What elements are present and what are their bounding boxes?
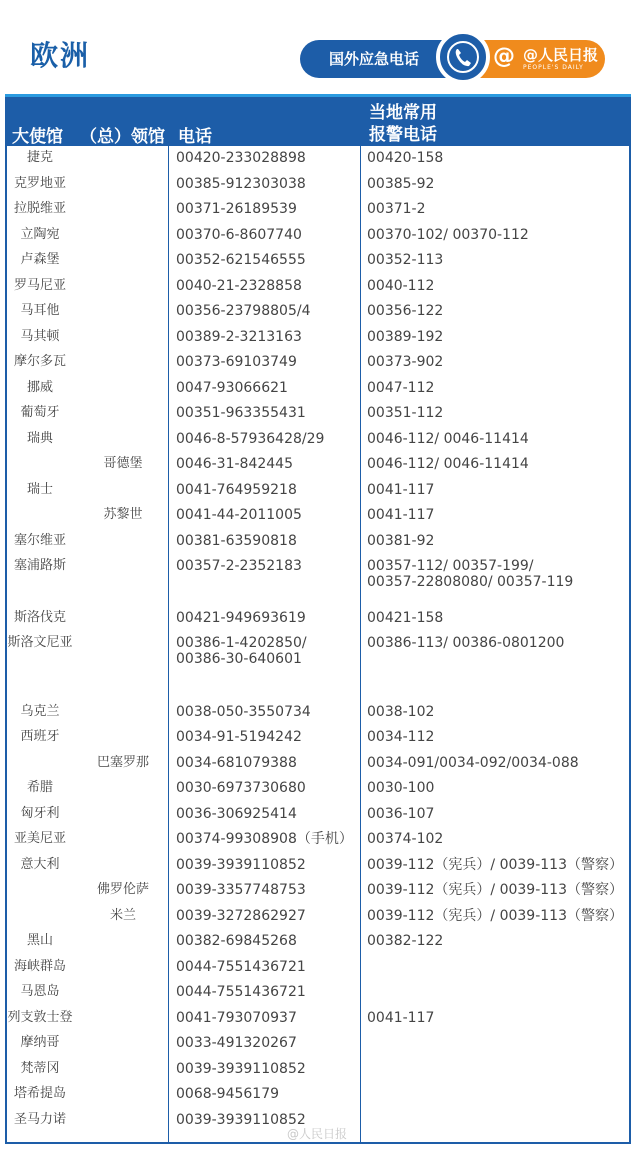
phone-cell: 00385-912303038 — [176, 176, 306, 192]
table-frame — [5, 94, 631, 1144]
header-phone: 电话 — [178, 127, 212, 147]
logo-subtext: PEOPLE'S DAILY — [523, 64, 584, 71]
header-embassy: 大使馆 — [12, 127, 63, 147]
phone-cell: 0039-3939110852 — [176, 1061, 306, 1077]
phone-cell: 0039-3939110852 — [176, 1112, 306, 1128]
phone-cell: 00421-949693619 — [176, 610, 306, 626]
phone-cell: 0039-3357748753 — [176, 882, 306, 898]
embassy-cell: 马其顿 — [20, 329, 60, 344]
phone-cell: 00352-621546555 — [176, 252, 306, 268]
phone-cell: 0033-491320267 — [176, 1035, 297, 1051]
column-divider — [168, 146, 169, 1144]
embassy-cell: 卢森堡 — [20, 252, 60, 267]
police-number-cell: 0041-117 — [367, 482, 435, 498]
phone-cell: 0046-31-842445 — [176, 456, 293, 472]
police-number-cell: 0030-100 — [367, 780, 435, 796]
phone-cell: 0039-3939110852 — [176, 857, 306, 873]
consulate-cell: 哥德堡 — [103, 456, 143, 471]
phone-cell: 0030-6973730680 — [176, 780, 306, 796]
header-police-line2: 报警电话 — [369, 125, 437, 145]
embassy-cell: 瑞典 — [26, 431, 53, 446]
police-number-cell: 00371-2 — [367, 201, 426, 217]
phone-cell: 00420-233028898 — [176, 150, 306, 166]
embassy-cell: 瑞士 — [26, 482, 53, 497]
police-number-cell: 00420-158 — [367, 150, 444, 166]
consulate-cell: 米兰 — [109, 908, 136, 923]
police-number-cell: 0034-091/0034-092/0034-088 — [367, 755, 579, 771]
phone-cell: 00357-2-2352183 — [176, 558, 302, 574]
embassy-cell: 拉脱维亚 — [13, 201, 66, 216]
consulate-cell: 苏黎世 — [103, 507, 143, 522]
embassy-cell: 意大利 — [20, 857, 60, 872]
police-number-cell: 0039-112（宪兵）/ 0039-113（警察） — [367, 857, 623, 873]
police-number-cell: 0034-112 — [367, 729, 435, 745]
police-number-cell: 0047-112 — [367, 380, 435, 396]
column-divider — [360, 146, 361, 1144]
embassy-cell: 梵蒂冈 — [20, 1061, 60, 1076]
police-number-cell: 00374-102 — [367, 831, 444, 847]
police-number-cell: 00381-92 — [367, 533, 435, 549]
phone-cell: 0034-681079388 — [176, 755, 297, 771]
embassy-cell: 塔希提岛 — [13, 1086, 66, 1101]
phone-icon — [436, 30, 490, 84]
phone-cell: 00371-26189539 — [176, 201, 297, 217]
embassy-cell: 克罗地亚 — [13, 176, 66, 191]
embassy-cell: 塞浦路斯 — [13, 558, 66, 573]
at-icon: @ — [493, 44, 515, 69]
police-number-cell: 00370-102/ 00370-112 — [367, 227, 529, 243]
embassy-cell: 亚美尼亚 — [13, 831, 66, 846]
police-number-cell: 00389-192 — [367, 329, 444, 345]
embassy-cell: 匈牙利 — [20, 806, 60, 821]
embassy-cell: 罗马尼亚 — [13, 278, 66, 293]
embassy-cell: 黑山 — [26, 933, 53, 948]
page-title: 欧洲 — [30, 39, 91, 72]
embassy-cell: 列支敦士登 — [7, 1010, 73, 1025]
embassy-cell: 乌克兰 — [20, 704, 60, 719]
phone-cell: 0047-93066621 — [176, 380, 288, 396]
header-consulate: （总）领馆 — [80, 127, 165, 147]
phone-cell: 0036-306925414 — [176, 806, 297, 822]
embassy-cell: 塞尔维亚 — [13, 533, 66, 548]
phone-cell: 0039-3272862927 — [176, 908, 306, 924]
phone-cell: 00356-23798805/4 — [176, 303, 311, 319]
logo-text: @人民日报 — [523, 46, 599, 64]
police-number-cell: 0041-117 — [367, 1010, 435, 1026]
phone-cell: 0040-21-2328858 — [176, 278, 302, 294]
police-number-cell: 0038-102 — [367, 704, 435, 720]
police-number-cell: 0036-107 — [367, 806, 435, 822]
phone-cell: 00370-6-8607740 — [176, 227, 302, 243]
police-number-cell: 00351-112 — [367, 405, 444, 421]
embassy-cell: 斯洛文尼亚 — [7, 635, 73, 650]
police-number-cell: 00386-113/ 00386-0801200 — [367, 635, 565, 651]
phone-cell: 00389-2-3213163 — [176, 329, 302, 345]
police-number-cell: 0039-112（宪兵）/ 0039-113（警察） — [367, 882, 623, 898]
phone-cell: 0044-7551436721 — [176, 959, 306, 975]
police-number-cell: 00373-902 — [367, 354, 444, 370]
phone-cell: 0041-793070937 — [176, 1010, 297, 1026]
police-number-cell: 00356-122 — [367, 303, 444, 319]
hotline-banner — [300, 30, 606, 82]
phone-cell: 0068-9456179 — [176, 1086, 280, 1102]
police-number-cell: 0040-112 — [367, 278, 435, 294]
embassy-cell: 挪威 — [26, 380, 53, 395]
embassy-cell: 摩尔多瓦 — [13, 354, 66, 369]
police-number-cell: 00357-112/ 00357-199/ 00357-22808080/ 00357-119 — [367, 558, 574, 590]
embassy-cell: 马耳他 — [20, 303, 60, 318]
embassy-cell: 希腊 — [26, 780, 53, 795]
embassy-cell: 海峡群岛 — [13, 959, 66, 974]
embassy-cell: 摩纳哥 — [20, 1035, 60, 1050]
embassy-cell: 西班牙 — [20, 729, 60, 744]
phone-cell: 00374-99308908（手机） — [176, 831, 353, 847]
embassy-cell: 捷克 — [26, 150, 53, 165]
phone-cell: 00386-1-4202850/ 00386-30-640601 — [176, 635, 307, 667]
police-number-cell: 0046-112/ 0046-11414 — [367, 431, 529, 447]
phone-cell: 0046-8-57936428/29 — [176, 431, 325, 447]
police-number-cell: 00382-122 — [367, 933, 444, 949]
phone-cell: 00373-69103749 — [176, 354, 297, 370]
embassy-cell: 圣马力诺 — [13, 1112, 66, 1127]
police-number-cell: 0046-112/ 0046-11414 — [367, 456, 529, 472]
header-police-line1: 当地常用 — [369, 103, 437, 123]
police-number-cell: 00352-113 — [367, 252, 444, 268]
embassy-cell: 葡萄牙 — [20, 405, 60, 420]
police-number-cell: 00421-158 — [367, 610, 444, 626]
embassy-cell: 立陶宛 — [20, 227, 60, 242]
phone-cell: 0041-764959218 — [176, 482, 297, 498]
police-number-cell: 0039-112（宪兵）/ 0039-113（警察） — [367, 908, 623, 924]
phone-cell: 0038-050-3550734 — [176, 704, 311, 720]
consulate-cell: 巴塞罗那 — [96, 755, 149, 770]
consulate-cell: 佛罗伦萨 — [96, 882, 149, 897]
police-number-cell: 00385-92 — [367, 176, 435, 192]
banner-label: 国外应急电话 — [300, 40, 470, 78]
phone-cell: 00351-963355431 — [176, 405, 306, 421]
embassy-cell: 马恩岛 — [20, 984, 60, 999]
phone-cell: 0034-91-5194242 — [176, 729, 302, 745]
embassy-cell: 斯洛伐克 — [13, 610, 66, 625]
peoples-daily-logo — [475, 40, 605, 78]
phone-cell: 0041-44-2011005 — [176, 507, 302, 523]
phone-cell: 0044-7551436721 — [176, 984, 306, 1000]
police-number-cell: 0041-117 — [367, 507, 435, 523]
phone-cell: 00381-63590818 — [176, 533, 297, 549]
watermark: @人民日报 — [287, 1127, 348, 1141]
phone-cell: 00382-69845268 — [176, 933, 297, 949]
